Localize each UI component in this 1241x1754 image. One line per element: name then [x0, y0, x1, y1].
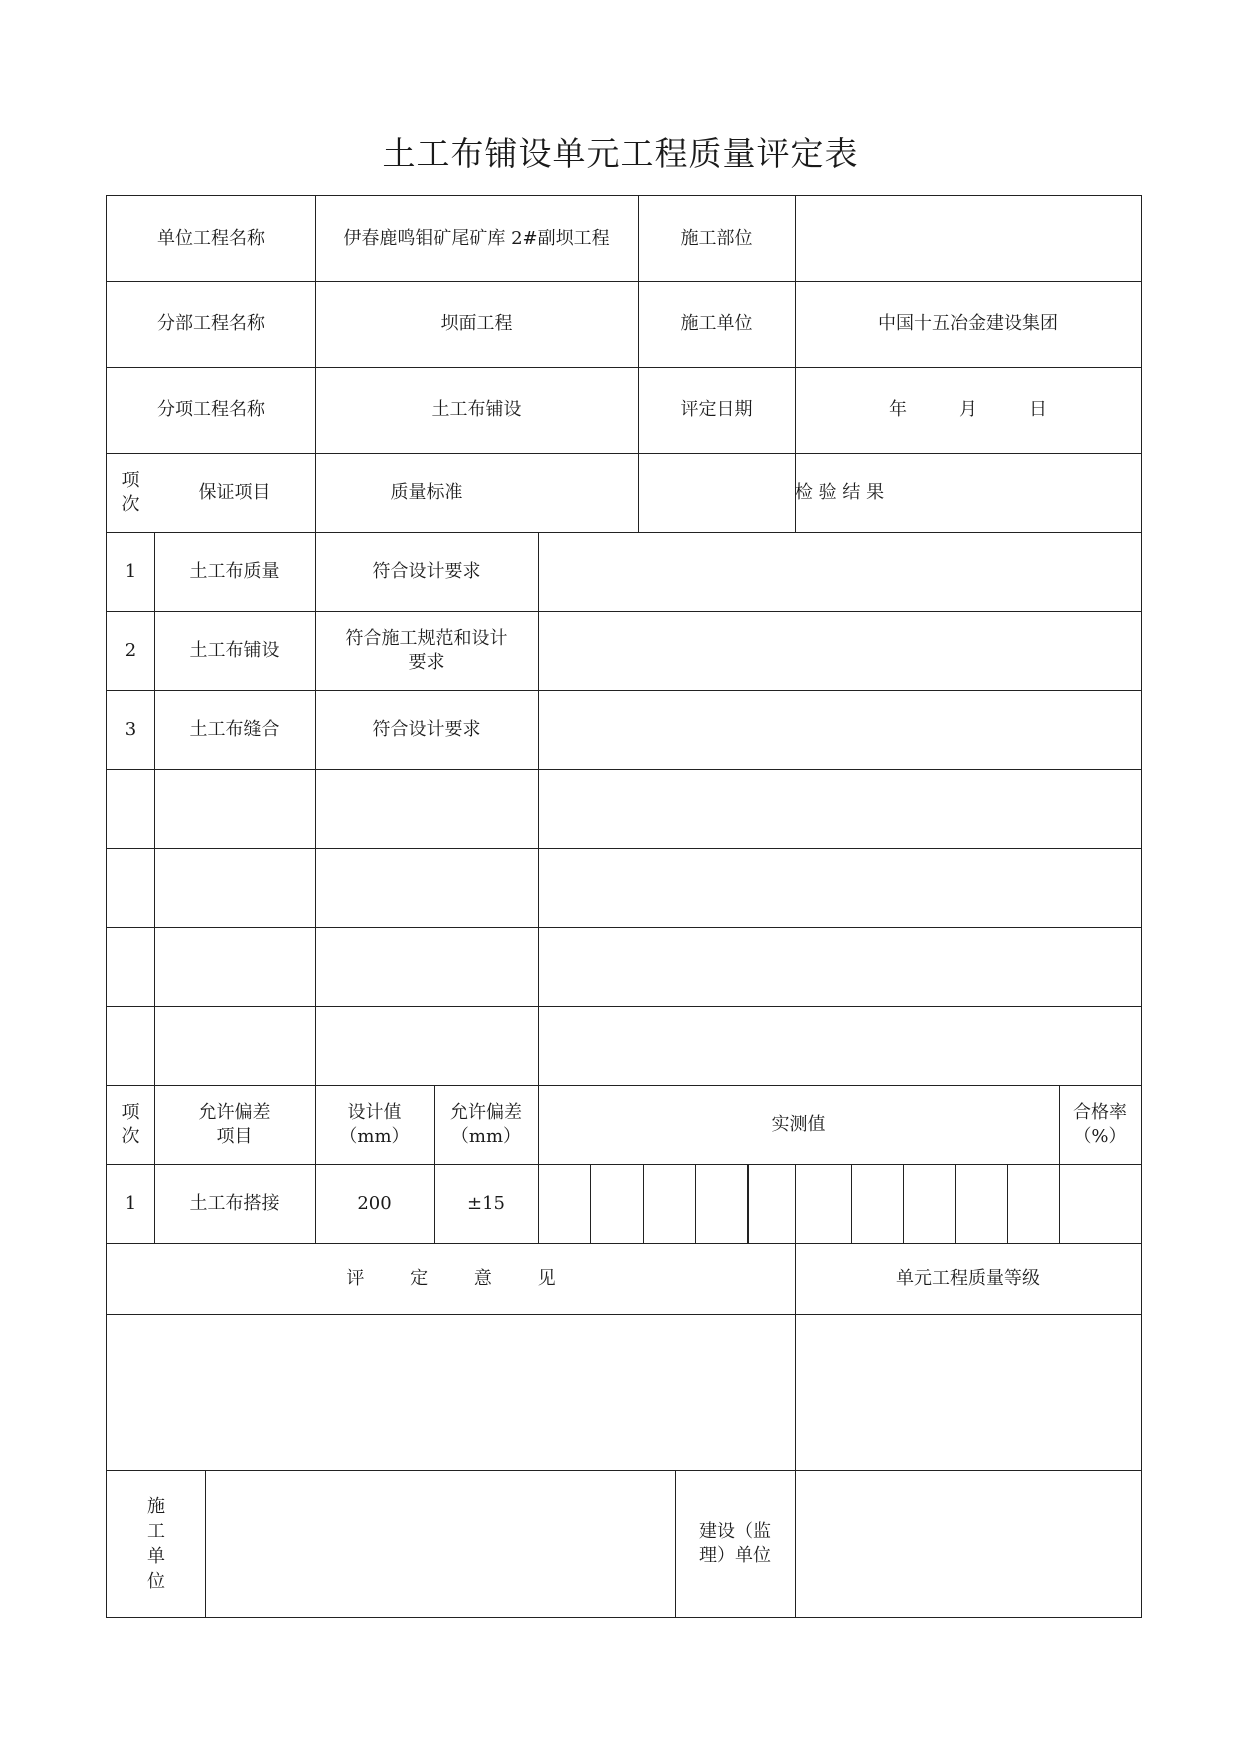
contractor-label: 施工单位: [680, 313, 753, 334]
item-label: 分项工程名称: [157, 399, 265, 420]
unit-project-value: 伊春鹿鸣钼矿尾矿库 2#副坝工程: [343, 227, 610, 249]
deviation-row-1-no: 1: [124, 1192, 137, 1214]
table-row-1-standard: 符合设计要求: [372, 560, 481, 582]
item-value: 土工布铺设: [431, 399, 522, 420]
table-row-2-standard: 符合施工规范和设计要求: [345, 627, 508, 673]
deviation-row-1-item: 土工布搭接: [189, 1192, 280, 1214]
tolerance-header: 允许偏差（mm）: [450, 1101, 522, 1147]
division-label: 分部工程名称: [157, 313, 265, 334]
contractor-signature-label: 施工单位: [147, 1496, 165, 1592]
table-row-3-item: 土工布缝合: [189, 718, 280, 740]
page-title: 土工布铺设单元工程质量评定表: [382, 134, 859, 173]
guarantee-result-header: 检 验 结 果: [794, 481, 885, 503]
date-month: 月: [959, 399, 977, 420]
evaluation-date: [795, 367, 1141, 453]
date-day: 日: [1029, 399, 1047, 420]
evaluation-opinion-label: 评 定 意 见: [346, 1267, 556, 1289]
construction-part-label: 施工部位: [680, 227, 753, 249]
table-row-3-no: 3: [124, 718, 137, 740]
guarantee-standard-header: 质量标准: [390, 481, 463, 503]
deviation-row-1-design: 200: [357, 1192, 392, 1214]
contractor-value: 中国十五冶金建设集团: [878, 313, 1058, 334]
deviation-item-header: 允许偏差项目: [198, 1101, 271, 1147]
pass-rate-header: 合格率（%）: [1073, 1101, 1127, 1147]
table-row-1-item: 土工布质量: [189, 560, 280, 582]
quality-grade-label: 单元工程质量等级: [896, 1267, 1040, 1289]
guarantee-no-header: 项次: [121, 469, 140, 515]
evaluation-form: [106, 195, 1142, 1618]
table-row-1-no: 1: [124, 560, 137, 582]
table-row-2-no: 2: [124, 639, 137, 661]
table-row-3-standard: 符合设计要求: [372, 718, 481, 740]
division-value: 坝面工程: [440, 313, 513, 334]
date-year: 年: [889, 399, 907, 420]
guarantee-item-header: 保证项目: [198, 481, 271, 503]
table-row-2-item: 土工布铺设: [189, 639, 280, 661]
date-label: 评定日期: [680, 399, 753, 420]
measured-value-header: 实测值: [771, 1113, 826, 1135]
deviation-row-1-tolerance: ±15: [467, 1192, 505, 1214]
design-value-header: 设计值（mm）: [339, 1101, 410, 1147]
construction-part-value: [795, 196, 1141, 281]
owner-signature-label: 建设（监理）单位: [699, 1521, 771, 1566]
unit-project-label: 单位工程名称: [157, 227, 265, 249]
deviation-no-header: 项次: [121, 1101, 140, 1147]
